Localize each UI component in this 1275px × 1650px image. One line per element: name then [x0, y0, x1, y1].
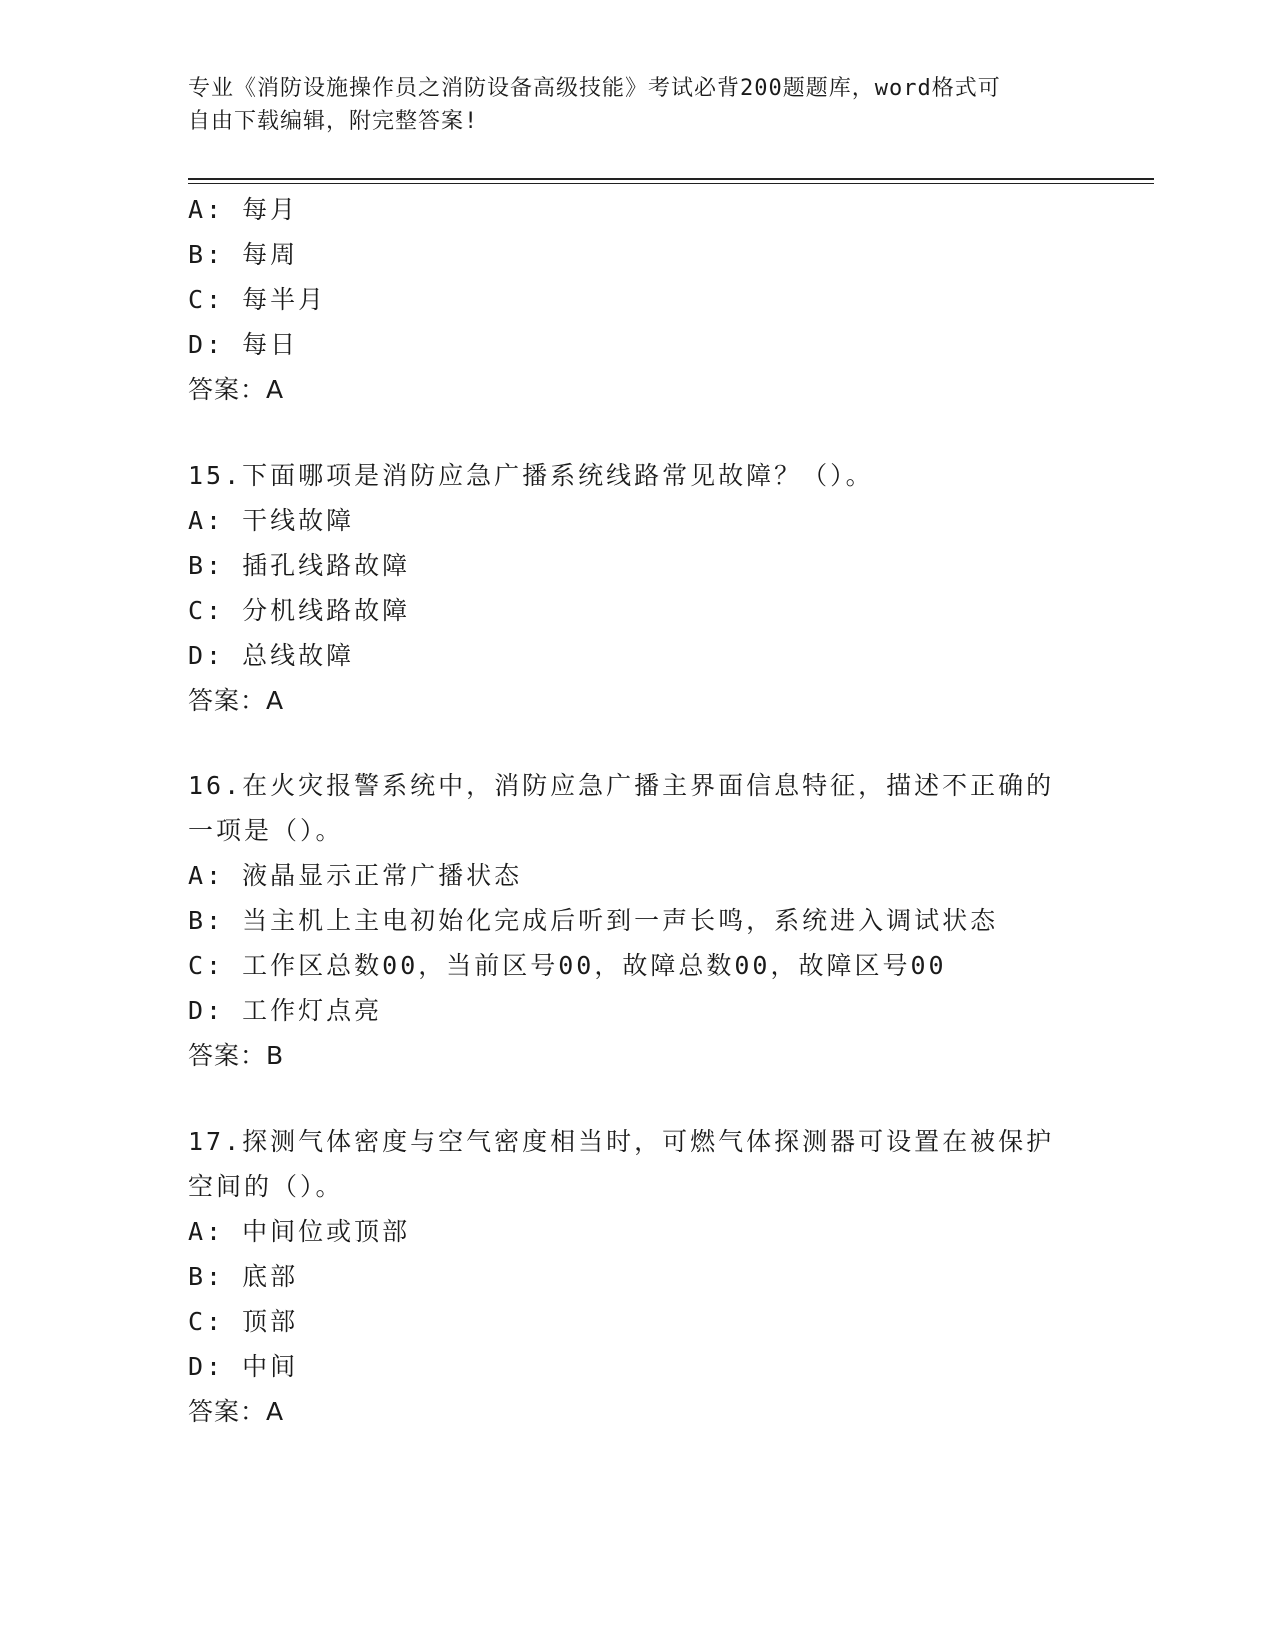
q16-option-b: B: 当主机上主电初始化完成后听到一声长鸣，系统进入调试状态 [188, 906, 999, 935]
q17-answer: 答案：A [188, 1397, 285, 1426]
q15-answer: 答案：A [188, 686, 285, 715]
q17-question-line-2: 空间的（）。 [188, 1172, 344, 1201]
header-rule-thick [188, 178, 1154, 180]
q14-option-d: D: 每日 [188, 330, 299, 359]
q17-option-b: B: 底部 [188, 1262, 299, 1291]
header-rule-thin [188, 183, 1154, 184]
header-line-2: 自由下载编辑，附完整答案! [188, 109, 479, 134]
q16-question-line-1: 16.在火灾报警系统中，消防应急广播主界面信息特征，描述不正确的 [188, 771, 1055, 800]
q17-option-a: A: 中间位或顶部 [188, 1217, 411, 1246]
q14-answer: 答案：A [188, 375, 285, 404]
q14-option-b: B: 每周 [188, 240, 299, 269]
q16-option-c: C: 工作区总数00，当前区号00，故障总数00，故障区号00 [188, 951, 947, 980]
q15-option-c: C: 分机线路故障 [188, 596, 411, 625]
q15-question: 15.下面哪项是消防应急广播系统线路常见故障？（）。 [188, 461, 874, 490]
q15-option-b: B: 插孔线路故障 [188, 551, 411, 580]
q14-option-a: A: 每月 [188, 195, 299, 224]
q17-question-line-1: 17.探测气体密度与空气密度相当时，可燃气体探测器可设置在被保护 [188, 1127, 1055, 1156]
q16-question-line-2: 一项是（）。 [188, 816, 344, 845]
q17-option-d: D: 中间 [188, 1352, 299, 1381]
q17-option-c: C: 顶部 [188, 1307, 299, 1336]
header-line-1: 专业《消防设施操作员之消防设备高级技能》考试必背200题题库，word格式可 [188, 76, 1001, 101]
q15-option-a: A: 干线故障 [188, 506, 355, 535]
document-header [188, 72, 1068, 138]
q15-option-d: D: 总线故障 [188, 641, 355, 670]
q16-option-d: D: 工作灯点亮 [188, 996, 383, 1025]
q16-answer: 答案：B [188, 1041, 285, 1070]
q16-option-a: A: 液晶显示正常广播状态 [188, 861, 523, 890]
q14-option-c: C: 每半月 [188, 285, 327, 314]
